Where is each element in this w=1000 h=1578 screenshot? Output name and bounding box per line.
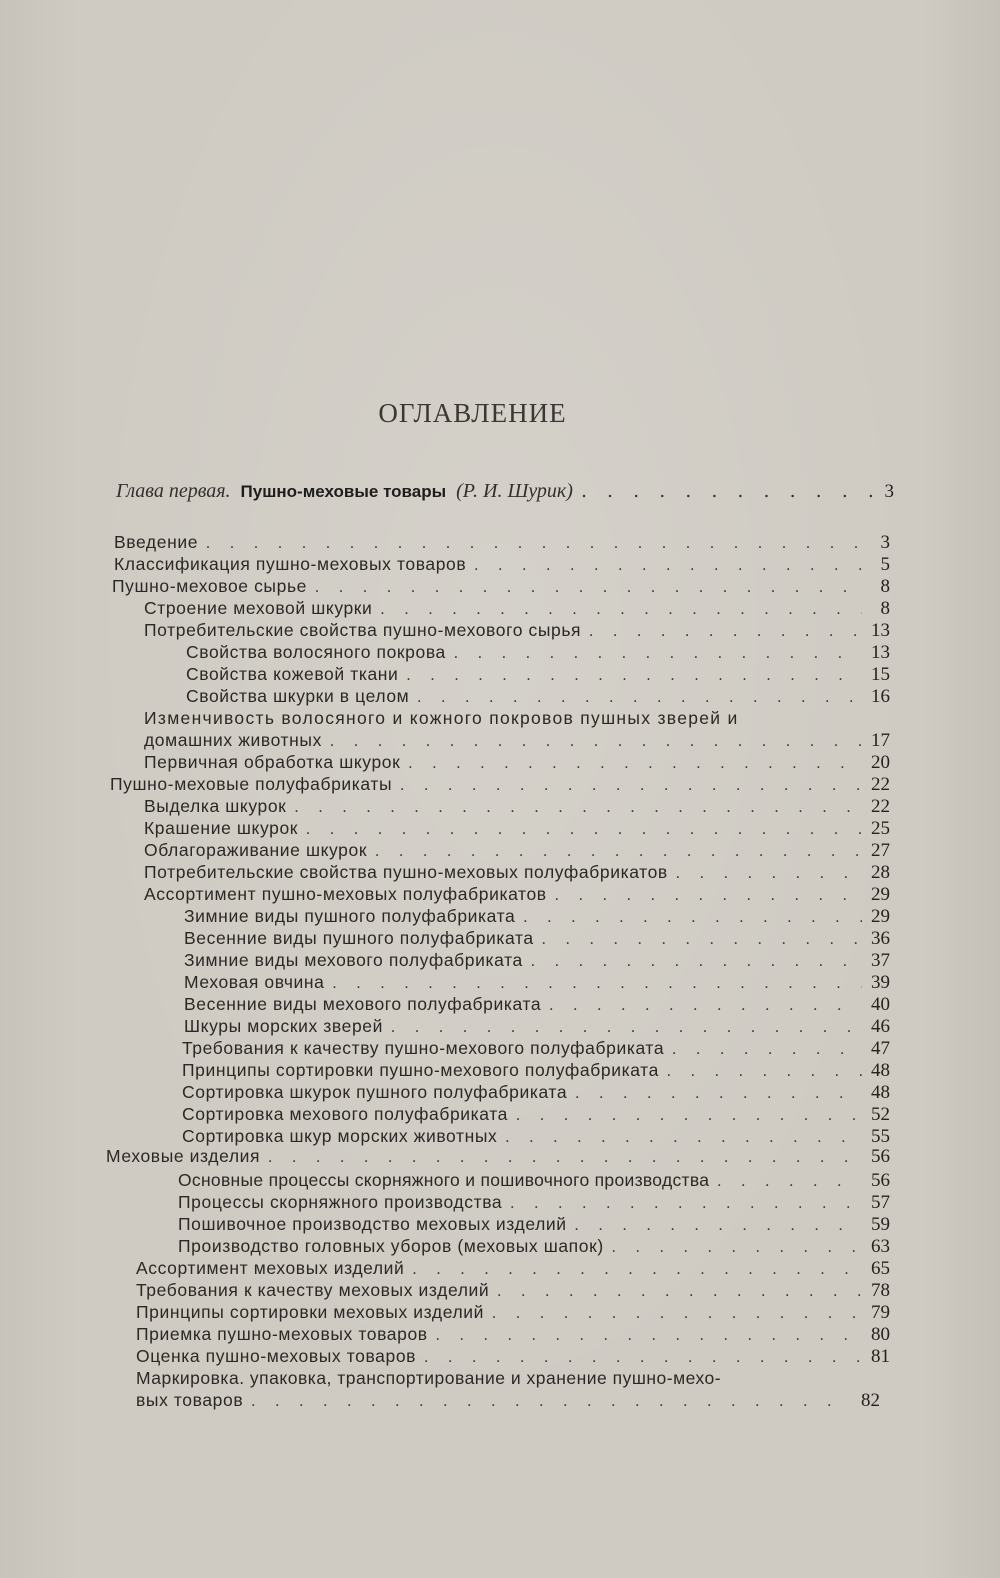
toc-entry-page: 48: [871, 1082, 890, 1103]
toc-entry: [106, 1146, 890, 1168]
toc-entry: [182, 1038, 890, 1060]
toc-entry: [178, 1214, 890, 1236]
toc-entry: [144, 884, 890, 906]
toc-entry: [184, 994, 890, 1016]
toc-entry-page: 40: [871, 994, 890, 1015]
toc-entry: [182, 1082, 890, 1104]
toc-entry-title: Первичная обработка шкурок: [144, 752, 401, 772]
toc-entry: [186, 686, 890, 708]
toc-entry: [136, 1258, 890, 1280]
toc-entry: [136, 1390, 880, 1412]
dot-leader: [492, 1305, 862, 1323]
toc-entry-title: Меховые изделия: [106, 1146, 261, 1166]
toc-entry-page: 55: [871, 1126, 890, 1147]
toc-entry-page: 63: [871, 1236, 890, 1257]
toc-entry: [186, 642, 890, 664]
toc-entry-page: 5: [880, 554, 890, 575]
dot-leader: [306, 821, 862, 839]
toc-entry-title: Зимние виды мехового полуфабриката: [184, 950, 523, 970]
dot-leader: [555, 887, 862, 905]
toc-entry: [136, 1280, 890, 1302]
page-title: ОГЛАВЛЕНИЕ: [378, 398, 567, 428]
toc-entry-page: 29: [871, 906, 890, 927]
toc-entry-page: 16: [871, 686, 890, 707]
toc-entry-page: 25: [871, 818, 890, 839]
dot-leader: [391, 1019, 862, 1037]
toc-entry: [136, 1324, 890, 1346]
toc-entry-page: 46: [871, 1016, 890, 1037]
dot-leader: [667, 1063, 862, 1081]
toc-entry-page: 47: [871, 1038, 890, 1059]
toc-entry-title: Принципы сортировки меховых изделий: [136, 1302, 485, 1322]
toc-entry-title: Изменчивость волосяного и кожного покровов пушных зверей и: [144, 708, 739, 728]
toc-entry: [144, 796, 890, 818]
toc-entry-title: Строение меховой шкурки: [144, 598, 373, 618]
toc-entry-title: Весенние виды мехового полуфабриката: [184, 994, 542, 1014]
toc-entry-title: Ассортимент меховых изделий: [136, 1258, 405, 1278]
toc-entry-title: вых товаров: [136, 1390, 244, 1410]
toc-entry: [112, 576, 890, 598]
toc-entry-page: 3: [880, 532, 890, 553]
dot-leader: [589, 623, 862, 641]
toc-entry-page: 79: [871, 1302, 890, 1323]
toc-entry-page: 48: [871, 1060, 890, 1081]
toc-entry-title: домашних животных: [144, 730, 322, 750]
toc-entry: [144, 708, 890, 730]
toc-entry-title: Маркировка. упаковка, транспортирование и хранение пушно-мехо-: [136, 1368, 722, 1388]
toc-entry: [184, 928, 890, 950]
dot-leader: [400, 777, 862, 795]
toc-entry: [144, 620, 890, 642]
chapter-label: Глава первая.: [116, 480, 231, 502]
toc-entry-page: 81: [871, 1346, 890, 1367]
toc-entry-title: Сортировка шкурок пушного полуфабриката: [182, 1082, 568, 1102]
toc-entry: [114, 554, 890, 576]
toc-entry: [144, 730, 890, 752]
dot-leader: [549, 997, 862, 1015]
toc-entry: [184, 950, 890, 972]
dot-leader: [542, 931, 862, 949]
dot-leader: [436, 1327, 862, 1345]
toc-entry-title: Выделка шкурок: [144, 796, 287, 816]
chapter-heading: [116, 480, 894, 510]
toc-entry-title: Потребительские свойства пушно-меховых полуфабрикатов: [144, 862, 668, 882]
toc-entry-title: Сортировка мехового полуфабриката: [182, 1104, 508, 1124]
toc-entry-title: Меховая овчина: [184, 972, 325, 992]
dot-leader: [612, 1239, 862, 1257]
dot-leader: [497, 1283, 862, 1301]
dot-leader: [294, 799, 862, 817]
toc-entry-page: 59: [871, 1214, 890, 1235]
toc-entry-title: Облагораживание шкурок: [144, 840, 368, 860]
toc-entry-page: 65: [871, 1258, 890, 1279]
toc-entry: [136, 1302, 890, 1324]
toc-entry-page: 17: [871, 730, 890, 751]
toc-entry-page: 29: [871, 884, 890, 905]
toc-entry: [144, 818, 890, 840]
toc-entry: [178, 1236, 890, 1258]
toc-entry: [178, 1192, 890, 1214]
toc-entry-page: 15: [871, 664, 890, 685]
dot-leader: [375, 843, 862, 861]
toc-entry-page: 20: [871, 752, 890, 773]
toc-entry-title: Потребительские свойства пушно-мехового сырья: [144, 620, 582, 640]
dot-leader: [333, 975, 862, 993]
dot-leader: [406, 667, 862, 685]
toc-entry-page: 8: [880, 576, 890, 597]
toc-entry-title: Ассортимент пушно-меховых полуфабрикатов: [144, 884, 547, 904]
toc-entry: [184, 1016, 890, 1038]
toc-entry: [182, 1060, 890, 1082]
toc-entry-title: Приемка пушно-меховых товаров: [136, 1324, 428, 1344]
toc-entry: [110, 774, 890, 796]
toc-entry-page: 13: [871, 642, 890, 663]
dot-leader: [454, 645, 862, 663]
toc-entry-page: 36: [871, 928, 890, 949]
toc-entry-title: Весенние виды пушного полуфабриката: [184, 928, 534, 948]
toc-entry-title: Пошивочное производство меховых изделий: [178, 1214, 567, 1234]
toc-entry-title: Классификация пушно-меховых товаров: [114, 554, 467, 574]
dot-leader: [408, 755, 862, 773]
toc-entry-page: 28: [871, 862, 890, 883]
dot-leader: [523, 909, 862, 927]
toc-entry-title: Свойства кожевой ткани: [186, 664, 399, 684]
toc-entry-title: Процессы скорняжного производства: [178, 1192, 503, 1212]
dot-leader: [315, 579, 862, 597]
chapter-author: (Р. И. Шурик): [456, 480, 573, 502]
toc-entry-title: Сортировка шкур морских животных: [182, 1126, 498, 1146]
dot-leader: [516, 1107, 862, 1125]
dot-leader: [575, 1217, 862, 1235]
toc-entry-title: Свойства шкурки в целом: [186, 686, 410, 706]
toc-entry: [182, 1104, 890, 1126]
toc-entry: [136, 1368, 890, 1390]
toc-entry-page: 39: [871, 972, 890, 993]
dot-leader: [672, 1041, 862, 1059]
toc-entry-page: 56: [871, 1146, 890, 1167]
dot-leader: [206, 535, 862, 553]
toc-entry-title: Основные процессы скорняжного и пошивочного производства: [178, 1170, 710, 1190]
toc-entry-page: 82: [861, 1390, 880, 1411]
toc-entry-page: 22: [871, 796, 890, 817]
dot-leader: [676, 865, 862, 883]
toc-entry: [144, 752, 890, 774]
toc-entry-title: Шкуры морских зверей: [184, 1016, 384, 1036]
dot-leader: [412, 1261, 862, 1279]
chapter-page-number: 3: [884, 481, 894, 502]
toc-entry: [184, 972, 890, 994]
toc-entry: [144, 840, 890, 862]
toc-entry-title: Крашение шкурок: [144, 818, 299, 838]
chapter-name: Пушно-меховые товары: [240, 482, 447, 501]
dot-leader: [251, 1393, 852, 1411]
toc-entry-title: Введение: [114, 532, 199, 552]
dot-leader: [330, 733, 862, 751]
toc-entry-page: 57: [871, 1192, 890, 1213]
dot-leader: [474, 557, 862, 575]
toc-entry: [178, 1170, 890, 1192]
toc-entry-page: 52: [871, 1104, 890, 1125]
toc-entry-title: Зимние виды пушного полуфабриката: [184, 906, 516, 926]
toc-entry-page: 78: [871, 1280, 890, 1301]
toc-entry-page: 22: [871, 774, 890, 795]
dot-leader: [575, 1085, 862, 1103]
toc-entry: [186, 664, 890, 686]
toc-entry: [136, 1346, 890, 1368]
toc-entry-page: 8: [880, 598, 890, 619]
dot-leader: [531, 953, 862, 971]
dot-leader: [424, 1349, 862, 1367]
dot-leader: [417, 689, 862, 707]
toc-entry-title: Пушно-меховое сырье: [112, 576, 307, 596]
toc-entry-page: 27: [871, 840, 890, 861]
dot-leader: [717, 1173, 862, 1191]
toc-entry-title: Оценка пушно-меховых товаров: [136, 1346, 417, 1366]
toc-entry-title: Требования к качеству пушно-мехового полуфабриката: [182, 1038, 665, 1058]
toc-entry-page: 56: [871, 1170, 890, 1191]
toc-entry-page: 80: [871, 1324, 890, 1345]
dot-leader: [505, 1129, 862, 1147]
toc-entry-title: Пушно-меховые полуфабрикаты: [110, 774, 393, 794]
dot-leader: [510, 1195, 862, 1213]
toc-entry: [144, 862, 890, 884]
toc-entry: [182, 1126, 890, 1148]
toc-entry: [114, 532, 890, 554]
toc-entry-title: Свойства волосяного покрова: [186, 642, 446, 662]
toc-entry: [184, 906, 890, 928]
toc-entry-title: Принципы сортировки пушно-мехового полуфабриката: [182, 1060, 659, 1080]
dot-leader: [581, 480, 877, 502]
dot-leader: [380, 601, 862, 619]
toc-entry-title: Производство головных уборов (меховых шапок): [178, 1236, 604, 1256]
toc-entry-page: 37: [871, 950, 890, 971]
toc-entry: [144, 598, 890, 620]
toc-entry-page: 13: [871, 620, 890, 641]
dot-leader: [268, 1149, 862, 1167]
toc-entry-title: Требования к качеству меховых изделий: [136, 1280, 490, 1300]
